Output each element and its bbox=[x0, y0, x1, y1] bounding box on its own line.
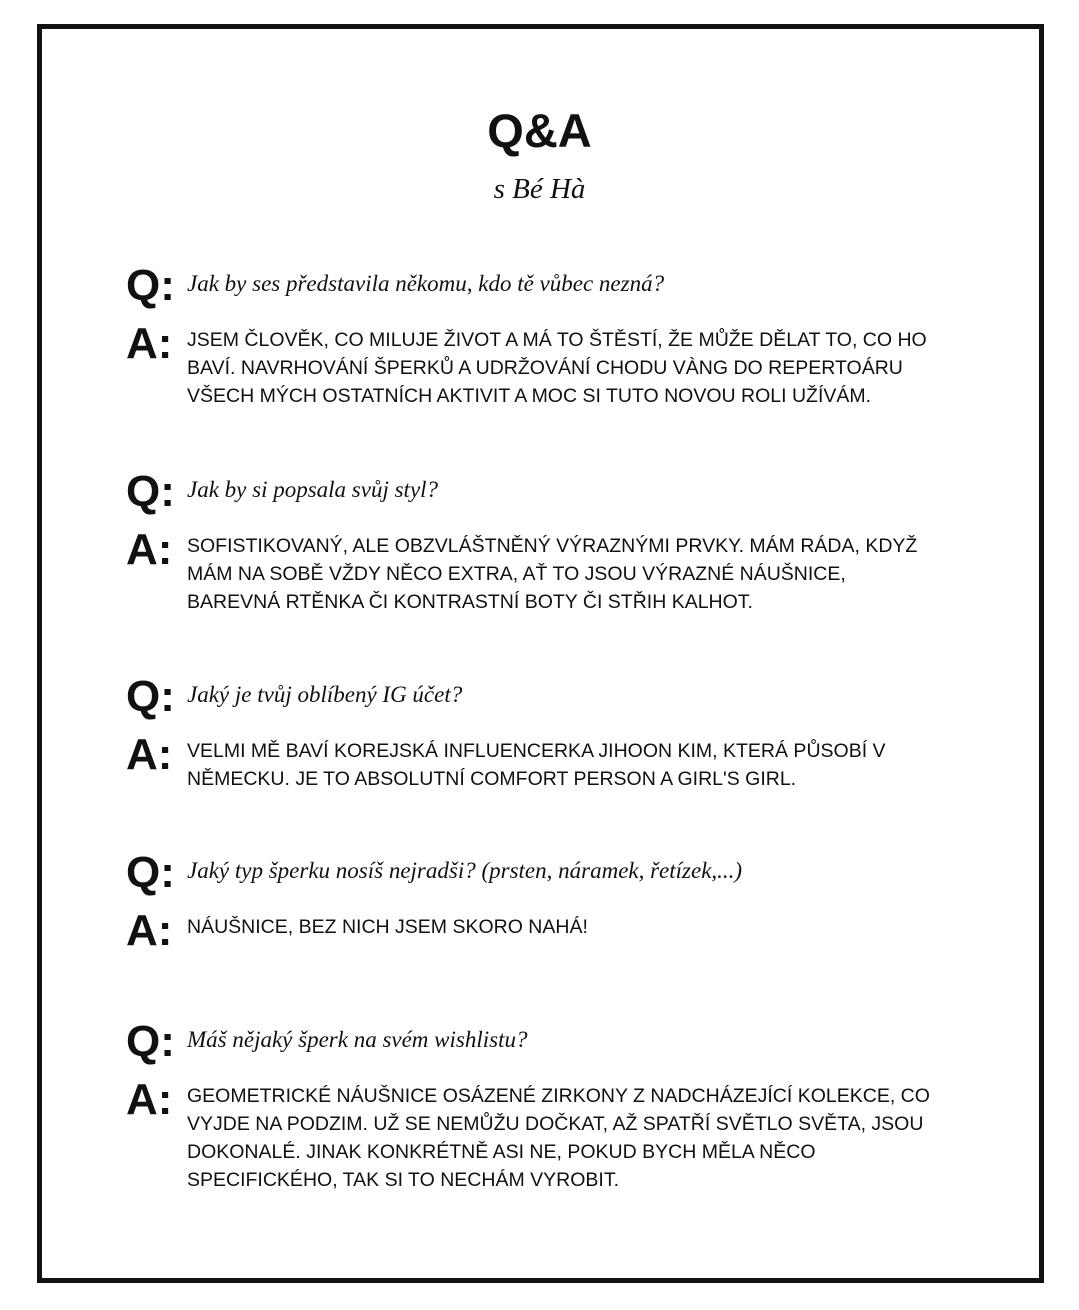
question-label: Q: bbox=[126, 261, 175, 310]
question-text: Jak by ses představila někomu, kdo tě vůbec nezná? bbox=[187, 271, 665, 296]
question-row bbox=[126, 261, 976, 322]
page-title: Q&A bbox=[487, 104, 592, 157]
page-subtitle: s Bé Hà bbox=[493, 173, 586, 205]
qa-item bbox=[126, 672, 976, 793]
answer-row bbox=[126, 1075, 976, 1194]
answer-text: JSEM ČLOVĚK, CO MILUJE ŽIVOT A MÁ TO ŠTĚSTÍ, ŽE MŮŽE DĚLAT TO, CO HO BAVÍ. NAVRHOVÁNÍ ŠPERKŮ A UDRŽOVÁNÍ CHODU VÀNG DO REPERTOÁRU VŠECH MÝCH OSTATNÍCH AKTIVIT A MOC SI TUTO NOVOU ROLI UŽÍVÁM. bbox=[187, 329, 927, 407]
answer-label: A: bbox=[126, 730, 173, 779]
qa-item bbox=[126, 467, 976, 616]
question-row bbox=[126, 1017, 976, 1078]
answer-text: GEOMETRICKÉ NÁUŠNICE OSÁZENÉ ZIRKONY Z NADCHÁZEJÍCÍ KOLEKCE, CO VYJDE NA PODZIM. UŽ SE NEMŮŽU DOČKAT, AŽ SPATŘÍ SVĚTLO SVĚTA, JSOU DOKONALÉ. JINAK KONKRÉTNĚ ASI NE, POKUD BYCH MĚLA NĚCO SPECIFICKÉHO, TAK SI TO NECHÁM VYROBIT. bbox=[187, 1085, 930, 1191]
answer-row bbox=[126, 525, 976, 616]
question-row bbox=[126, 672, 976, 733]
question-text: Jaký typ šperku nosíš nejradši? (prsten, náramek, řetízek,...) bbox=[187, 858, 743, 883]
answer-row bbox=[126, 730, 976, 793]
question-text: Jaký je tvůj oblíbený IG účet? bbox=[187, 682, 463, 707]
qa-item bbox=[126, 848, 976, 955]
answer-row bbox=[126, 319, 976, 410]
answer-text: SOFISTIKOVANÝ, ALE OBZVLÁŠTNĚNÝ VÝRAZNÝMI PRVKY. MÁM RÁDA, KDYŽ MÁM NA SOBĚ VŽDY NĚCO EXTRA, AŤ TO JSOU VÝRAZNÉ NÁUŠNICE, BAREVNÁ RTĚNKA ČI KONTRASTNÍ BOTY ČI STŘIH KALHOT. bbox=[187, 535, 918, 613]
answer-label: A: bbox=[126, 319, 173, 368]
answer-label: A: bbox=[126, 906, 173, 955]
answer-label: A: bbox=[126, 1075, 173, 1124]
answer-label: A: bbox=[126, 525, 173, 574]
question-text: Jak by si popsala svůj styl? bbox=[187, 477, 439, 502]
question-label: Q: bbox=[126, 467, 175, 516]
answer-text: VELMI MĚ BAVÍ KOREJSKÁ INFLUENCERKA JIHOON KIM, KTERÁ PŮSOBÍ V NĚMECKU. JE TO ABSOLUTNÍ COMFORT PERSON A GIRL'S GIRL. bbox=[187, 740, 886, 790]
question-row bbox=[126, 848, 976, 909]
question-label: Q: bbox=[126, 672, 175, 721]
question-label: Q: bbox=[126, 1017, 175, 1066]
question-row bbox=[126, 467, 976, 528]
qa-item bbox=[126, 1017, 976, 1194]
question-text: Máš nějaký šperk na svém wishlistu? bbox=[187, 1027, 528, 1052]
qa-item bbox=[126, 261, 976, 410]
answer-text: NÁUŠNICE, BEZ NICH JSEM SKORO NAHÁ! bbox=[187, 916, 588, 938]
question-label: Q: bbox=[126, 848, 175, 897]
answer-row bbox=[126, 906, 976, 955]
